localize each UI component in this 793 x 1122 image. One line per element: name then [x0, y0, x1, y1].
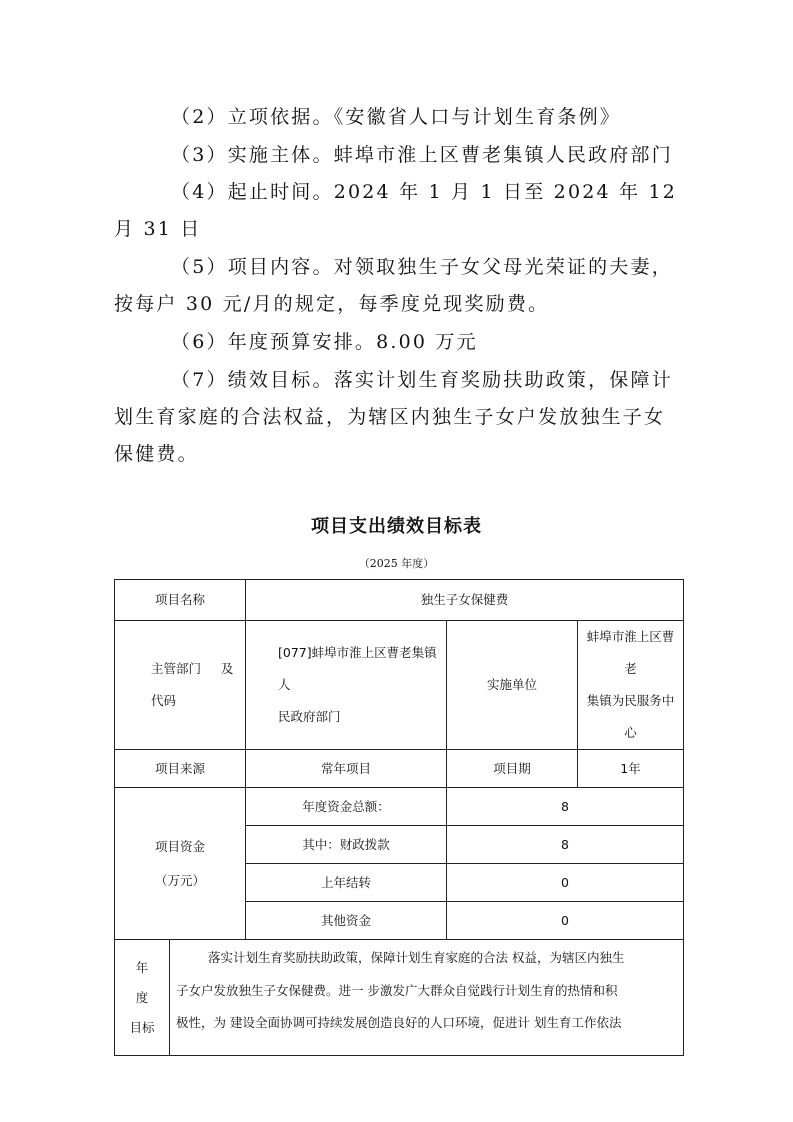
impl-unit-line2: 集镇为民服务中心 — [586, 693, 675, 740]
source-value: 常年项目 — [246, 750, 447, 788]
dept-value-line1: [077]蚌埠市淮上区曹老集镇人 — [278, 645, 437, 692]
period-value: 1年 — [578, 750, 684, 788]
fund-total-value: 8 — [447, 788, 684, 826]
dept-label — [115, 621, 246, 750]
dept-value-line2: 民政府部门 — [278, 709, 341, 724]
dept-label-line1: 主管部门 及 — [151, 661, 234, 676]
fund-total-label: 年度资金总额： — [246, 788, 447, 826]
impl-unit-line1: 蚌埠市淮上区曹老 — [586, 629, 675, 676]
funds-label-line2: （万元） — [155, 872, 206, 888]
performance-table — [114, 579, 684, 1056]
fund-other-value: 0 — [447, 902, 684, 940]
paragraph-period: （4）起止时间。2024 年 1 月 1 日至 2024 年 12 月 31 日 — [114, 181, 678, 240]
goal-label-line2: 度 — [135, 989, 149, 1005]
project-name-value: 独生子女保健费 — [246, 580, 684, 621]
table-row — [115, 621, 684, 750]
dept-value — [246, 621, 447, 750]
table-title: 项目支出绩效目标表 — [311, 516, 482, 537]
fund-carryover-value: 0 — [447, 864, 684, 902]
paragraph-content: （5）项目内容。对领取独生子女父母光荣证的夫妻，按每户 30 元/月的规定，每季度兑现奖励费。 — [114, 256, 673, 315]
period-label: 项目期 — [447, 750, 578, 788]
fund-other-label: 其他资金 — [246, 902, 447, 940]
goal-label-line1: 年 — [135, 959, 149, 975]
fund-carryover-label: 上年结转 — [246, 864, 447, 902]
table-subtitle: （2025 年度） — [358, 557, 435, 570]
goal-text-line2: 子女户发放独生子女保健费。进一 步激发广大群众自觉践行计划生育的热情和积 — [176, 982, 618, 998]
source-label: 项目来源 — [115, 750, 246, 788]
goal-label-line3: 目标 — [129, 1019, 155, 1035]
goal-label — [115, 940, 170, 1056]
dept-label-line2: 代码 — [151, 693, 177, 708]
fund-fiscal-label: 其中：财政拨款 — [246, 826, 447, 864]
table-row — [115, 788, 684, 826]
paragraph-budget: （6）年度预算安排。8.00 万元 — [171, 331, 478, 353]
goal-text — [170, 940, 684, 1056]
paragraph-basis: （2）立项依据。《安徽省人口与计划生育条例》 — [171, 106, 621, 128]
table-row — [115, 580, 684, 621]
goal-text-line1: 落实计划生育奖励扶助政策，保障计划生育家庭的合法 权益，为辖区内独生 — [208, 950, 625, 965]
goal-text-line3: 极性，为 建设全面协调可持续发展创造良好的人口环境，促进计 划生育工作依法 — [176, 1015, 622, 1030]
paragraph-implementer: （3）实施主体。蚌埠市淮上区曹老集镇人民政府部门 — [171, 144, 673, 166]
table-row — [115, 750, 684, 788]
impl-unit-value — [578, 621, 684, 750]
funds-label — [115, 788, 246, 940]
fund-fiscal-value: 8 — [447, 826, 684, 864]
funds-label-line1: 项目资金 — [155, 838, 206, 854]
impl-unit-label: 实施单位 — [447, 621, 578, 750]
paragraph-goal: （7）绩效目标。落实计划生育奖励扶助政策，保障计划生育家庭的合法权益，为辖区内独生子女户发放独生子女保健费。 — [114, 369, 673, 465]
table-row — [115, 940, 684, 1056]
project-name-label: 项目名称 — [115, 580, 246, 621]
